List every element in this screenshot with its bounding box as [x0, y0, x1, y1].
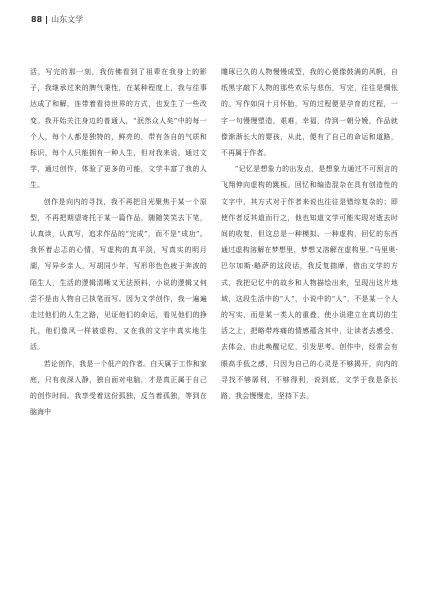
left-column	[30, 64, 207, 420]
journal-name: 山东文学	[51, 15, 84, 24]
paragraph: 若论创作，我是一个低产的作者。白天属于工作和家庭，只有夜深人静，独自面对电脑，才是真正属于自己的创作时间。我享受着这份孤独，反刍着孤独，等到在脑海中	[30, 359, 207, 417]
paragraph: 雕琢已久的人物慢慢成型，我的心便像鼓满的风帆，自纸黑字敲下人物的那些欢乐与悲伤，写完，往往是惆怅的。写作如同十月怀胎，写的过程便是孕育的过程，一字一句慢慢塑造，艰难，幸福，待到一朝分娩，作品就像渐渐长大的婴孩，从此，便有了自己的命运和道路，不再属于作者。	[221, 68, 398, 158]
right-column	[221, 64, 398, 404]
paragraph: 活，写完的那一刻，我仿佛看到了祖辈在我身上的影子，我继承过来的脾气秉性，在某种程度上，我与往事达成了和解，连带着看待世界的方式，也发生了一些改变。我开始关注身边的普通人，“泯然众人矣”中的每一个人，每个人都是独特的，鲜亮的，带有各自的气质和标识，每个人只能拥有一种人生，但对我来说，通过文学，通过创作，体验了更多的可能，文学丰富了我的人生。	[30, 68, 207, 190]
page-header	[31, 14, 83, 25]
page-number: 88	[31, 15, 43, 24]
paragraph: “记忆是想象力的出发点，是想象力通过不可预言的飞翔伸向虚构的跳板。回忆和编造混杂在具有创造性的文字中，其方式对于作者来说也往往是错综复杂的；即使作者反其道而行之，他也知道文学可能实现对逝去时间的收复，但这总是一种模拟、一种虚构，回忆的东西通过虚构溶解在梦想里，梦想又溶解在虚构里。”马里奥·巴尔加斯·略萨的这段话，我反复揣摩，借由文学的方式，我把记忆中的故乡和人物描绘出来，呈现出这片地域，这段生活中的“人”，小说中的“人”，不是某一个人的写实，而是某一类人的重叠，使小说建立在真切的生活之上，把略带疼痛的情感蕴含其中，让读者去感受、去体会，由此唤醒记忆，引发思考。创作中，经常会有眼高手低之感，只因为自己的心灵是不够揭开，向内的寻找不够孱利，不够得利，说到底，文学于我是条长路，我会慢慢走，坚持下去。	[221, 165, 398, 401]
paragraph: 创作是向内的寻找，我不再把目光聚焦于某一个原型，不再把期望寄托于某一篇作品，随随笑笑去下笔，认真读，认真写，追求作品的“完成”，而不是“成功”。我怀着忐忑的心情，写虚构的真平淡，写真实的明月湖，写异乡亲人，写胡同少年，写形形色色疲于奔波的陌生人，生活的逻辑清晰又无法预料，小说的逻辑又何尝不是由人物自己执笔而写。因为文学创作，我一遍遍走过他们的人生之路，见证他们的命运，看见他们的挣扎，他们像风一样被虚构，又在我的文字中真实地生活。	[30, 197, 207, 352]
header-divider	[46, 16, 47, 24]
